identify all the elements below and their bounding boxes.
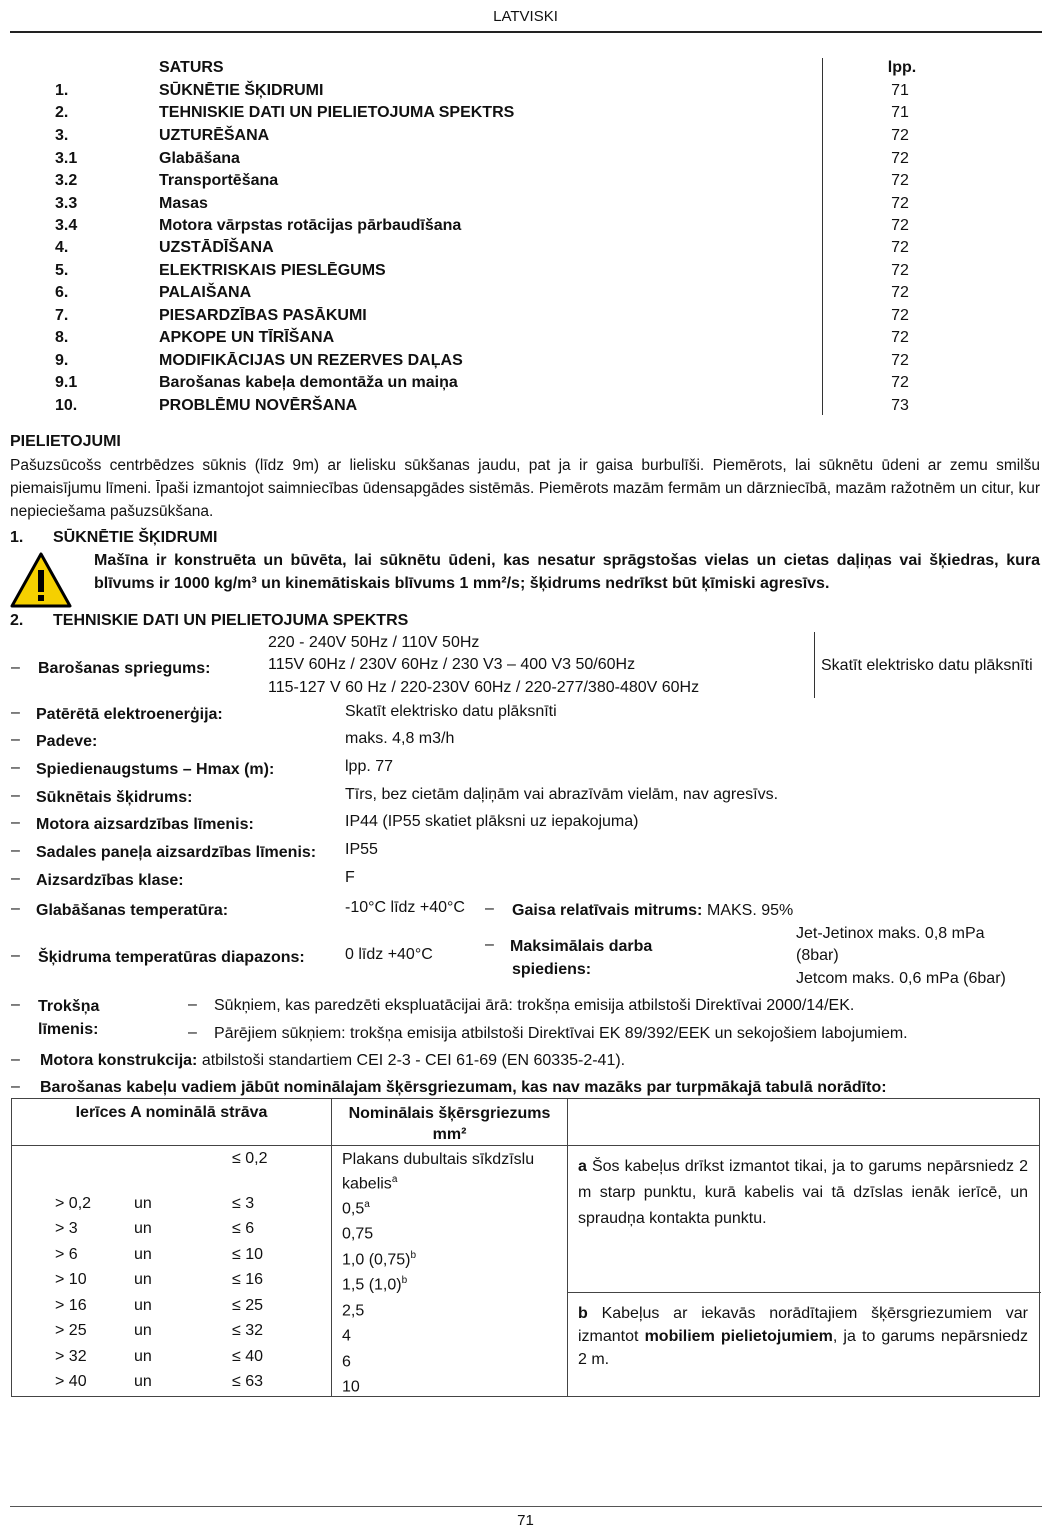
current-and: un [134, 1322, 152, 1339]
current-high: ≤ 10 [232, 1246, 264, 1263]
current-low: > 25 [55, 1322, 87, 1339]
section-value [342, 1246, 552, 1270]
storage-label: Glabāšanas temperatūra: [36, 902, 229, 919]
dash-bullet: – [11, 759, 20, 776]
warning-line-2: blīvums ir 1000 kg/m³ un kinemātiskais blīvums 1 mm²/s; šķidrums nedrīkst būt ķīmiski agresīvs. [94, 575, 830, 592]
section-value [342, 1220, 552, 1244]
toc-item-num: 3. [55, 127, 69, 144]
pressure-label-1: Maksimālais darba [510, 938, 653, 955]
warning-line-1: Mašīna ir konstruēta un būvēta, lai sūknētu ūdeni, kas nesatur sprāgstošas vielas un cietas daļiņas vai šķiedras, kura [94, 552, 1040, 569]
dash-bullet: – [485, 936, 494, 953]
current-and: un [134, 1373, 152, 1390]
toc-item-title: TEHNISKIE DATI UN PIELIETOJUMA SPEKTRS [159, 104, 515, 121]
toc [0, 0, 1051, 420]
noise-line-1: Sūkņiem, kas paredzēti ekspluatācijai ārā: trokšņa emisija atbilstoši Direktīvai 2000/14/EK. [214, 997, 855, 1014]
current-and: un [134, 1348, 152, 1365]
applications-heading: PIELIETOJUMI [10, 433, 121, 450]
section-text: Plakans dubultais sīkdzīslu kabelis [342, 1151, 535, 1193]
current-low: > 6 [55, 1246, 78, 1263]
note-b-post: , ja to garums nepārsniedz 2 m. [578, 1328, 1029, 1368]
col2-header [332, 1099, 568, 1146]
col2-header-line2: mm² [432, 1126, 467, 1143]
current-low: > 10 [55, 1271, 87, 1288]
toc-item-num: 9. [55, 352, 69, 369]
current-low: > 0,2 [55, 1195, 92, 1212]
section-value [342, 1195, 552, 1219]
toc-item-page: 72 [891, 374, 909, 391]
section-text: 6 [342, 1353, 351, 1371]
toc-heading: SATURS [159, 59, 224, 76]
toc-item-num: 3.3 [55, 195, 78, 212]
section-text: 1,5 (1,0) [342, 1276, 402, 1294]
section-footnote: a [364, 1199, 370, 1210]
dash-bullet: – [11, 870, 20, 887]
noise-line-2: Pārējiem sūkņiem: trokšņa emisija atbilstoši Direktīvai EK 89/392/EEK un sekojošiem labojumiem. [214, 1025, 908, 1042]
section-text: 4 [342, 1327, 351, 1345]
current-low: > 3 [55, 1220, 78, 1237]
current-high: ≤ 3 [232, 1195, 255, 1212]
note-a-text: Šos kabeļus drīkst izmantot tikai, ja to garums nepārsniedz 2 m starp punktu, kurā kabelis vai tā dzīslas ienāk ierīcē, un spraudņa kontakta punktu. [578, 1158, 1028, 1227]
spec-value: Skatīt elektrisko datu plāksnīti [345, 703, 557, 720]
current-high: ≤ 32 [232, 1322, 264, 1339]
toc-item-num: 2. [55, 104, 69, 121]
voltage-label: Barošanas spriegums: [38, 660, 211, 677]
cable-intro: Barošanas kabeļu vadiem jābūt nominālajam šķērsgriezumam, kas nav mazāks par turpmākajā tabulā norādīto: [40, 1079, 887, 1096]
note-b [578, 1302, 1028, 1371]
spec-value: Tīrs, bez cietām daļiņām vai abrazīvām vielām, nav agresīvs. [345, 786, 779, 803]
toc-item-page: 71 [891, 82, 909, 99]
toc-item-page: 72 [891, 329, 909, 346]
section-value [342, 1271, 552, 1295]
voltage-note: Skatīt elektrisko datu plāksnīti [821, 657, 1033, 674]
dash-bullet: – [11, 787, 20, 804]
toc-item-page: 72 [891, 172, 909, 189]
spec-label: Motora aizsardzības līmenis: [36, 816, 254, 833]
toc-item-page: 72 [891, 352, 909, 369]
dash-bullet: – [11, 1051, 20, 1068]
motor-label: Motora konstrukcija: [40, 1052, 198, 1069]
current-high: ≤ 6 [232, 1220, 255, 1237]
toc-item-page: 72 [891, 284, 909, 301]
toc-item-title: Masas [159, 195, 208, 212]
toc-divider [822, 58, 823, 415]
current-high: ≤ 40 [232, 1348, 264, 1365]
current-and: un [134, 1195, 152, 1212]
current-low: > 40 [55, 1373, 87, 1390]
section-text: 0,5 [342, 1200, 365, 1218]
toc-item-title: PROBLĒMU NOVĒRŠANA [159, 397, 358, 414]
humidity-label: Gaisa relatīvais mitrums: [512, 902, 703, 919]
toc-item-title: Barošanas kabeļa demontāža un maiņa [159, 374, 458, 391]
note-b-pre: Kabeļus ar iekavās norādītajiem šķērsgriezumiem var izmantot [578, 1305, 1028, 1345]
toc-item-num: 8. [55, 329, 69, 346]
spec-label: Patērētā elektroenerģija: [36, 706, 223, 723]
spec-value: lpp. 77 [345, 758, 394, 775]
applications-text: Pašuzsūcošs centrbēdzes sūknis (līdz 9m) ar lielisku sūkšanas jaudu, pat ja ir gaisa burbulīši. Piemērots, lai sūknētu ūdeni ar zemu smilšu piemaisījumu līmeni. Īpaši izmantojot saimniecības ūdensapgādes sistēmās. Piemērots mazām fermām un dārzniecībā, mazām ražotnēm un citur, kur nepieciešama pašuzsūkšana. [10, 457, 1040, 520]
liquid-temp-value: 0 līdz +40°C [345, 946, 433, 963]
cable-table [11, 1098, 1040, 1397]
warning-icon [10, 552, 72, 608]
section-value [342, 1322, 552, 1346]
toc-item-page: 72 [891, 195, 909, 212]
toc-item-page: 72 [891, 217, 909, 234]
toc-item-title: APKOPE UN TĪRĪŠANA [159, 329, 335, 346]
dash-bullet: – [485, 900, 494, 917]
toc-item-page: 72 [891, 307, 909, 324]
pressure-line-2: (8bar) [796, 947, 839, 964]
toc-item-page: 72 [891, 239, 909, 256]
toc-item-num: 6. [55, 284, 69, 301]
section-text: 0,75 [342, 1225, 374, 1243]
section-value [342, 1348, 552, 1372]
toc-item-title: Glabāšana [159, 150, 240, 167]
current-and: un [134, 1297, 152, 1314]
dash-bullet: – [188, 1024, 197, 1041]
note-a [578, 1154, 1028, 1232]
current-low: > 16 [55, 1297, 87, 1314]
spec-label: Padeve: [36, 733, 98, 750]
noise-label-1: Trokšņa [38, 998, 100, 1015]
toc-item-title: Transportēšana [159, 172, 279, 189]
spec-value: IP55 [345, 841, 378, 858]
dash-bullet: – [188, 996, 197, 1013]
pressure-label-2: spiediens: [512, 961, 592, 978]
voltage-line-3: 115-127 V 60 Hz / 220-230V 60Hz / 220-277/380-480V 60Hz [268, 679, 700, 696]
current-high: ≤ 0,2 [232, 1150, 268, 1167]
current-high: ≤ 25 [232, 1297, 264, 1314]
note-b-mark: b [578, 1305, 588, 1322]
toc-item-num: 1. [55, 82, 69, 99]
section-text: 2,5 [342, 1302, 365, 1320]
section-footnote: b [401, 1275, 408, 1286]
section2-title: TEHNISKIE DATI UN PIELIETOJUMA SPEKTRS [53, 612, 409, 629]
noise-label-2: līmenis: [38, 1021, 99, 1038]
liquid-temp-label: Šķidruma temperatūras diapazons: [38, 949, 305, 966]
spec-label: Aizsardzības klase: [36, 872, 184, 889]
toc-item-num: 4. [55, 239, 69, 256]
page-number: 71 [517, 1512, 534, 1529]
section-value [342, 1150, 552, 1194]
spec-label: Sadales paneļa aizsardzības līmenis: [36, 844, 317, 861]
section-cell [332, 1146, 568, 1397]
toc-item-title: UZTURĒŠANA [159, 127, 270, 144]
current-and: un [134, 1246, 152, 1263]
toc-item-title: SŪKNĒTIE ŠĶIDRUMI [159, 82, 324, 99]
section1-num: 1. [10, 529, 24, 546]
current-high: ≤ 63 [232, 1373, 264, 1390]
humidity-value: MAKS. 95% [707, 902, 794, 919]
col1-header: Ierīces A nominālā strāva [12, 1099, 332, 1146]
toc-item-page: 73 [891, 397, 909, 414]
storage-value: -10°C līdz +40°C [345, 899, 465, 916]
section-footnote: b [410, 1250, 417, 1261]
dash-bullet: – [11, 1078, 20, 1095]
dash-bullet: – [11, 731, 20, 748]
notes-header [568, 1099, 1040, 1146]
section-footnote: a [391, 1174, 398, 1185]
toc-item-page: 71 [891, 104, 909, 121]
toc-item-title: MODIFIKĀCIJAS UN REZERVES DAĻAS [159, 352, 463, 369]
notes-divider [568, 1292, 1041, 1293]
pressure-line-3: Jetcom maks. 0,6 mPa (6bar) [796, 970, 1006, 987]
note-b-bold: mobiliem pielietojumiem [644, 1328, 833, 1345]
footer-rule [10, 1506, 1042, 1507]
current-cell [12, 1146, 332, 1397]
dash-bullet: – [11, 704, 20, 721]
toc-item-page: 72 [891, 150, 909, 167]
toc-item-num: 5. [55, 262, 69, 279]
toc-item-page: 72 [891, 262, 909, 279]
section-text: 10 [342, 1378, 360, 1396]
current-low: > 32 [55, 1348, 87, 1365]
motor-value: atbilstoši standartiem CEI 2-3 - CEI 61-69 (EN 60335-2-41). [201, 1052, 626, 1069]
notes-cell [568, 1146, 1040, 1397]
section2-num: 2. [10, 612, 24, 629]
voltage-divider [814, 632, 815, 698]
spec-value: IP44 (IP55 skatiet plāksni uz iepakojuma) [345, 813, 639, 830]
spec-value: F [345, 869, 355, 886]
dash-bullet: – [11, 900, 20, 917]
pressure-line-1: Jet-Jetinox maks. 0,8 mPa [796, 925, 985, 942]
section-value [342, 1297, 552, 1321]
dash-bullet: – [11, 659, 20, 676]
spec-value: maks. 4,8 m3/h [345, 730, 455, 747]
page-header: LATVISKI [493, 8, 558, 25]
dash-bullet: – [11, 947, 20, 964]
section1-title: SŪKNĒTIE ŠĶIDRUMI [53, 529, 218, 546]
toc-item-num: 3.2 [55, 172, 78, 189]
toc-item-num: 7. [55, 307, 69, 324]
dash-bullet: – [11, 996, 20, 1013]
toc-item-num: 10. [55, 397, 78, 414]
voltage-line-1: 220 - 240V 50Hz / 110V 50Hz [268, 634, 480, 651]
toc-item-num: 3.4 [55, 217, 78, 234]
toc-item-title: Motora vārpstas rotācijas pārbaudīšana [159, 217, 462, 234]
toc-page-heading: lpp. [887, 59, 917, 76]
dash-bullet: – [11, 842, 20, 859]
motor-line [40, 1052, 625, 1070]
toc-item-title: UZSTĀDĪŠANA [159, 239, 274, 256]
voltage-line-2: 115V 60Hz / 230V 60Hz / 230 V3 – 400 V3 50/60Hz [268, 656, 636, 673]
current-and: un [134, 1220, 152, 1237]
col2-header-line1: Nominālais šķērsgriezums [348, 1105, 551, 1122]
section-value [342, 1373, 552, 1397]
section-text: 1,0 (0,75) [342, 1251, 411, 1269]
spec-label: Sūknētais šķidrums: [36, 789, 193, 806]
toc-item-title: PALAIŠANA [159, 284, 252, 301]
toc-item-title: PIESARDZĪBAS PASĀKUMI [159, 307, 367, 324]
dash-bullet: – [11, 814, 20, 831]
toc-item-page: 72 [891, 127, 909, 144]
current-and: un [134, 1271, 152, 1288]
toc-item-num: 3.1 [55, 150, 78, 167]
toc-item-title: ELEKTRISKAIS PIESLĒGUMS [159, 262, 386, 279]
toc-item-num: 9.1 [55, 374, 78, 391]
current-high: ≤ 16 [232, 1271, 264, 1288]
note-a-mark: a [578, 1158, 587, 1175]
spec-label: Spiedienaugstums – Hmax (m): [36, 761, 275, 778]
